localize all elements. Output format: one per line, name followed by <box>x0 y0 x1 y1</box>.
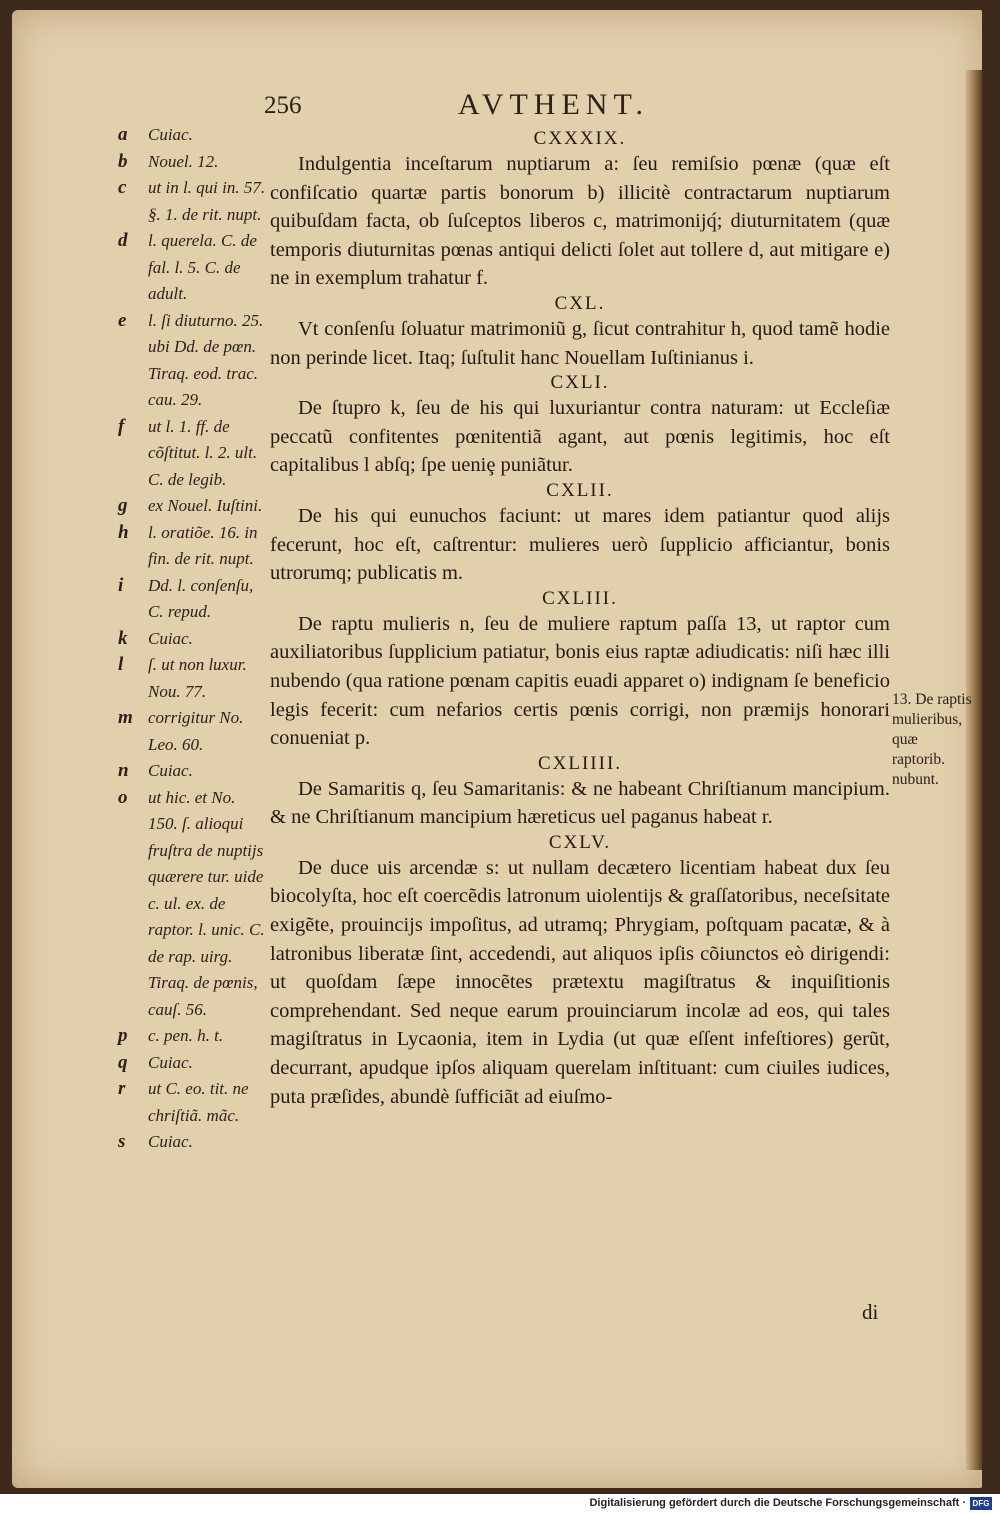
digitization-footer <box>0 1494 1000 1514</box>
section-cxlv <box>270 832 890 1111</box>
margin-notes <box>118 122 268 1156</box>
section-cxli <box>270 372 890 480</box>
margin-note: o ut hic. et No. 150. ſ. alioqui fruſtra de nuptijs quærere tur. uide c. ul. ex. de raptor. l. unic. C. de rap. uirg. Tiraq. de pœnis, cauſ. 56. <box>118 786 265 1019</box>
catchword: di <box>862 1300 879 1324</box>
margin-note: p c. pen. h. t. <box>118 1025 224 1046</box>
margin-note: g ex Nouel. Iuſtini. <box>118 495 263 516</box>
section-body: De raptu mulieris n, ſeu de muliere raptum paſſa 13, ut raptor cum auxiliatoribus ſupplicium patiatur, bonis eius raptæ adiudicatis: niſi hæc illi nubendo (qua ratione pœnam capitis euadi apparet o) indignam ſe beneficio legis fecerit: cum nefarios certis pœnis corrigi, non præmijs honorari conueniat p. <box>270 612 890 750</box>
section-title: CXL. <box>554 292 606 314</box>
running-title: AVTHENT. <box>458 88 650 121</box>
margin-note: e l. ſi diuturno. 25. ubi Dd. de pœn. Tiraq. eod. trac. cau. 29. <box>118 309 264 409</box>
page-number: 256 <box>264 92 302 119</box>
margin-note: n Cuiac. <box>118 760 193 781</box>
section-title: CXLIIII. <box>537 752 623 774</box>
section-body: De ſtupro k, ſeu de his qui luxuriantur contra naturam: ut Eccleſiæ peccatũ confitentes pœnitentiã agant, aut pœnis legitimis, hoc eſt capitalibus l abſq; ſpe ueniȩ puniãtur. <box>270 397 890 477</box>
main-text-column <box>270 128 890 1111</box>
page-header <box>258 86 708 126</box>
margin-note: m corrigitur No. Leo. 60. <box>118 707 244 754</box>
margin-note: k Cuiac. <box>118 627 193 649</box>
margin-note: c ut in l. qui in. 57. §. 1. de rit. nupt. <box>118 177 266 224</box>
section-body: Indulgentia inceſtarum nuptiarum a: ſeu remiſsio pœnæ (quæ eſt confiſcatio quartæ partis bonorum b) illicitè contractarum nuptiarum quibuſdam facta, ob ſuſceptos liberos c, matrimonijq́; diuturnitatem (quæ temporis diuturnitas pœnas antiqui delicti ſolet aut tollere d, aut mitigare e) ne in exemplum trahatur f. <box>270 153 890 290</box>
section-body: De his qui eunuchos faciunt: ut mares idem patiantur quod alijs fecerunt, hoc eſt, caſtrentur: mulieres uerò ſupplicio afficiantur, bonis utrorumq; publicatis m. <box>270 504 890 585</box>
dfg-logo-icon: DFG <box>970 1497 992 1510</box>
margin-note: r ut C. eo. tit. ne chriſtiã. mãc. <box>118 1078 249 1125</box>
side-note-13: 13. De raptis mulieribus, quæ raptorib. nubunt. <box>892 691 972 788</box>
margin-note: f ut l. 1. ff. de cõſtitut. l. 2. ult. C. de legib. <box>118 415 258 489</box>
section-title: CXLIII. <box>542 587 618 609</box>
section-body: De duce uis arcendæ s: ut nullam decætero licentiam habeat dux ſeu biocolyſta, hoc eſt coercẽdis latronum uiolentijs & graſſatoribus, neceſsitate exigẽte, prouincijs impoſitus, ad utramq; Phrygiam, poſtquam pacatæ, & à latronibus liberatæ ſint, accedendi, aut aliquos ipſis cõiunctos eò dirigendi: ut quoſdam ſæpe innocẽtes prætextu magiſtratus & inquiſitionis comprehendant. Sed neque earum prouinciarum incolæ ad eos, qui tales magiſtratus in Lycaonia, item in Lydia (ut quæ eſſent infeſtiores) gerũt, decurrant, apudque ipſos aliquam querelam inſtituant: cum ciuiles iudices, puta præſides, abundè ſufficiãt ad eiuſmo- <box>270 856 890 1108</box>
margin-note: d l. querela. C. de fal. l. 5. C. de adult. <box>118 230 257 303</box>
margin-note: l ſ. ut non luxur. Nou. 77. <box>118 654 247 701</box>
margin-note: b Nouel. 12. <box>118 150 219 172</box>
margin-note: a Cuiac. <box>118 124 193 145</box>
footer-credit: Digitalisierung gefördert durch die Deutsche Forschungsgemeinschaft · <box>589 1497 966 1509</box>
margin-note: s Cuiac. <box>118 1131 193 1152</box>
margin-note: i Dd. l. conſenſu, C. repud. <box>118 574 254 621</box>
section-cxxxix <box>270 128 890 293</box>
section-cxliii <box>270 588 890 753</box>
section-cxliiii <box>270 753 890 832</box>
section-title: CXXXIX. <box>533 128 627 149</box>
section-title: CXLII. <box>546 479 614 501</box>
section-body: De Samaritis q, ſeu Samaritanis: & ne habeant Chriſtianum mancipium. & ne Chriſtianum mancipium hæreticus uel paganus habeat r. <box>270 777 890 829</box>
section-cxl <box>270 293 890 372</box>
section-body: Vt conſenſu ſoluatur matrimoniũ g, ſicut contrahitur h, quod tamẽ hodie non perinde licet. Itaq; ſuſtulit hanc Nouellam Iuſtinianus i. <box>270 317 890 369</box>
section-cxlii <box>270 480 890 588</box>
margin-note: h l. oratiõe. 16. in fin. de rit. nupt. <box>118 521 258 568</box>
section-title: CXLI. <box>550 372 610 394</box>
section-title: CXLV. <box>548 831 612 853</box>
margin-note: q Cuiac. <box>118 1051 193 1073</box>
